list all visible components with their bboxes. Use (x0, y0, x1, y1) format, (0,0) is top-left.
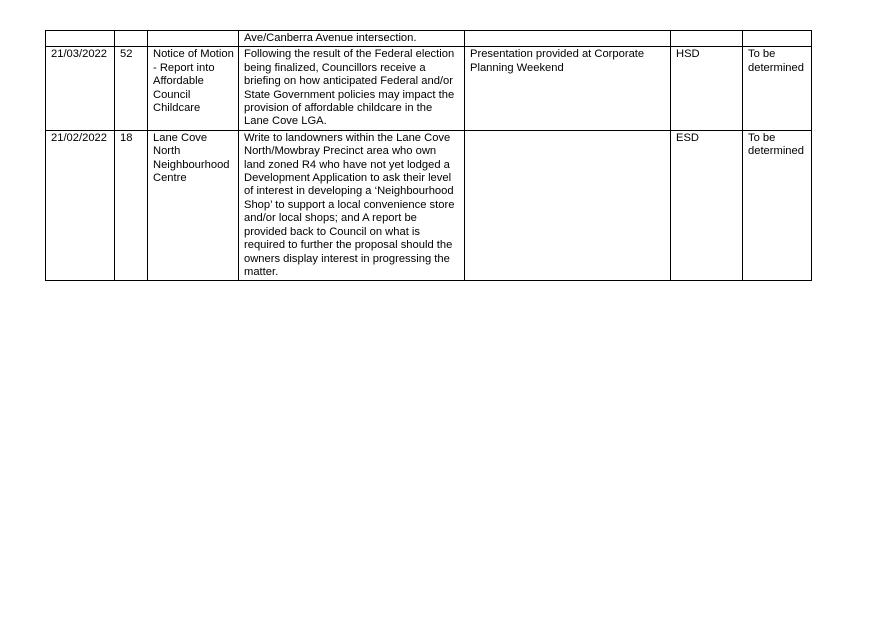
division-cell (671, 47, 743, 130)
subject-text: Notice of Motion - Report into Affordable Council Childcare (153, 48, 234, 115)
status-cell (465, 130, 671, 280)
due-text: To be determined (748, 48, 804, 74)
division-cell (671, 130, 743, 280)
action-text: Ave/Canberra Avenue intersection. (244, 32, 417, 44)
table-row (46, 31, 812, 47)
division-code: ESD (676, 131, 700, 144)
meeting-date-cell (46, 130, 115, 280)
action-cell (239, 47, 465, 130)
minute-number-cell (115, 130, 148, 280)
meeting-date: 21/03/2022 (51, 48, 107, 61)
due-cell (743, 31, 812, 47)
division-cell (671, 31, 743, 47)
table-row (46, 47, 812, 130)
subject-text: Lane Cove North Neighbourhood Centre (153, 131, 230, 185)
due-cell (743, 47, 812, 130)
subject-cell (148, 130, 239, 280)
minute-number-cell (115, 47, 148, 130)
action-text: Write to landowners within the Lane Cove North/Mowbray Precinct area who own land zoned R4 who have not yet lodged a Development Application to ask their level of interest in developing a ‘Neighbourhood Shop’ to support a local convenience store and/or local shops; and A report be provided back to Council on what is required to further the proposal should the owners display interest in progressing the matter. (244, 131, 455, 278)
meeting-date-cell (46, 47, 115, 130)
action-text: Following the result of the Federal election being finalized, Councillors receive a briefing on how anticipated Federal and/or State Government policies may impact the provision of affordable childcare in the Lane Cove LGA. (244, 48, 455, 128)
division-code: HSD (676, 48, 700, 61)
status-cell (465, 31, 671, 47)
meeting-date: 21/02/2022 (51, 131, 107, 144)
due-cell (743, 130, 812, 280)
status-text: Presentation provided at Corporate Planning Weekend (470, 48, 645, 74)
minute-number: 52 (120, 48, 133, 61)
subject-cell (148, 31, 239, 47)
minute-number: 18 (120, 131, 133, 144)
due-text: To be determined (748, 131, 804, 158)
action-cell (239, 130, 465, 280)
status-cell (465, 47, 671, 130)
meeting-date-cell (46, 31, 115, 47)
minute-number-cell (115, 31, 148, 47)
action-cell (239, 31, 465, 47)
table-row (46, 130, 812, 280)
subject-cell (148, 47, 239, 130)
council-actions-table (45, 30, 812, 281)
